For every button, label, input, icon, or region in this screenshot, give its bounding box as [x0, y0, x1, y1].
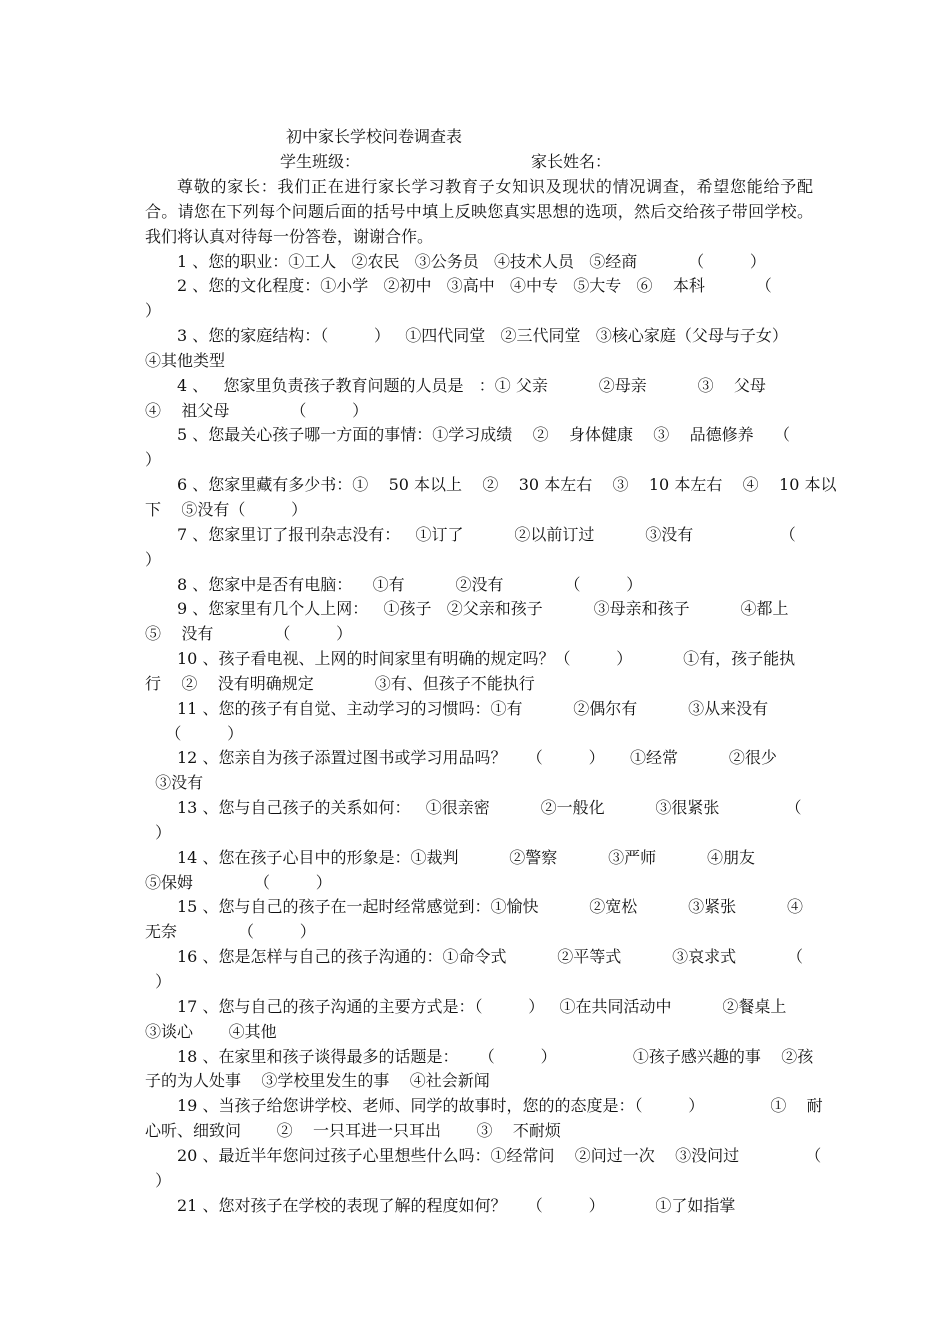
- question-4-line-1: 4 、 您家里负责孩子教育问题的人员是 ：① 父亲 ②母亲 ③ 父母: [177, 375, 766, 395]
- question-2-line-1: 2 、您的文化程度：①小学 ②初中 ③高中 ④中专 ⑤大专 ⑥ 本科 （: [177, 276, 772, 296]
- question-11-line-1: 11 、您的孩子有自觉、主动学习的习惯吗：①有 ②偶尔有 ③从来没有: [177, 698, 769, 718]
- question-8: [145, 573, 813, 598]
- question-15-line-2: 无奈 （ ）: [145, 922, 316, 942]
- question-4: [145, 374, 813, 424]
- question-3-line-1: 3 、您的家庭结构：（ ） ①四代同堂 ②三代同堂 ③核心家庭（父母与子女）: [177, 326, 788, 346]
- parent-name-label: 家长姓名：: [531, 152, 612, 171]
- question-1: [145, 250, 813, 275]
- intro-paragraph: 尊敬的家长：我们正在进行家长学习教育子女知识及现状的情况调查，希望您能给予配合。请您在下列每个问题后面的括号中填上反映您真实思想的选项，然后交给孩子带回学校。我们将认真对待每一份答卷，谢谢合作。: [145, 177, 813, 246]
- question-15: [145, 895, 813, 945]
- question-6-line-2: 下 ⑤没有（ ）: [145, 499, 308, 519]
- question-20-line-2: ）: [145, 1170, 172, 1190]
- student-class-label: 学生班级：: [280, 152, 361, 171]
- questionnaire-body: [145, 175, 837, 1218]
- question-3-line-2: ④其他类型: [145, 350, 226, 370]
- question-9: [145, 597, 813, 647]
- question-19: [145, 1094, 823, 1144]
- question-11: [145, 697, 813, 747]
- question-13-line-2: ）: [145, 822, 172, 842]
- question-19-line-2: 心听、细致问 ② 一只耳进一只耳出 ③ 不耐烦: [145, 1121, 561, 1141]
- question-16-line-2: ）: [145, 972, 172, 991]
- document-title: 初中家长学校问卷调查表: [286, 127, 463, 146]
- question-2: [145, 274, 813, 324]
- question-19-line-1: 19 、当孩子给您讲学校、老师、同学的故事时，您的的态度是：（ ） ① 耐: [177, 1096, 823, 1116]
- question-17: [145, 995, 813, 1045]
- question-13-line-1: 13 、您与自己孩子的关系如何： ①很亲密 ②一般化 ③很紧张 （: [177, 798, 802, 818]
- question-7-line-1: 7 、您家里订了报刊杂志没有： ①订了 ②以前订过 ③没有 （: [177, 524, 796, 544]
- question-4-line-2: ④ 祖父母 （ ）: [145, 400, 369, 420]
- question-9-line-2: ⑤ 没有 （ ）: [145, 624, 353, 644]
- question-16: [145, 945, 813, 995]
- question-11-line-2: （ ）: [145, 723, 244, 743]
- question-12-line-2: ③没有: [145, 773, 204, 793]
- question-14-line-1: 14 、您在孩子心目中的形象是：①裁判 ②警察 ③严师 ④朋友: [177, 847, 756, 867]
- question-21-line-1: 21 、您对孩子在学校的表现了解的程度如何？ （ ） ①了如指掌: [177, 1195, 736, 1215]
- question-1-line-1: 1 、您的职业：①工人 ②农民 ③公务员 ④技术人员 ⑤经商 （ ）: [177, 251, 766, 271]
- question-8-line-1: 8 、您家中是否有电脑： ①有 ②没有 （ ）: [177, 574, 643, 594]
- question-16-line-1: 16 、您是怎样与自己的孩子沟通的：①命令式 ②平等式 ③哀求式 （: [177, 947, 804, 967]
- question-20-line-1: 20 、最近半年您问过孩子心里想些什么吗：①经常问 ②问过一次 ③没问过 （: [177, 1145, 822, 1165]
- question-20: [145, 1144, 822, 1194]
- question-12: [145, 746, 813, 796]
- question-9-line-1: 9 、您家里有几个人上网： ①孩子 ②父亲和孩子 ③母亲和孩子 ④都上: [177, 599, 789, 619]
- question-14: [145, 846, 813, 896]
- question-2-line-2: ）: [145, 301, 162, 321]
- question-3: [145, 324, 813, 374]
- question-5-line-2: ）: [145, 450, 162, 470]
- question-18: [145, 1045, 813, 1095]
- question-18-line-1: 18 、在家里和孩子谈得最多的话题是： （ ） ①孩子感兴趣的事 ②孩: [177, 1046, 814, 1066]
- question-21: [145, 1194, 813, 1219]
- question-6: [145, 473, 837, 523]
- question-5-line-1: 5 、您最关心孩子哪一方面的事情：①学习成绩 ② 身体健康 ③ 品德修养 （: [177, 425, 790, 445]
- question-12-line-1: 12 、您亲自为孩子添置过图书或学习用品吗？ （ ） ①经常 ②很少: [177, 748, 777, 768]
- question-10: [145, 647, 813, 697]
- question-10-line-1: 10 、孩子看电视、上网的时间家里有明确的规定吗？（ ） ①有，孩子能执: [177, 649, 796, 669]
- question-5: [145, 423, 813, 473]
- question-7: [145, 523, 813, 573]
- question-10-line-2: 行 ② 没有明确规定 ③有、但孩子不能执行: [145, 673, 535, 693]
- question-18-line-2: 子的为人处事 ③学校里发生的事 ④社会新闻: [145, 1071, 490, 1091]
- question-15-line-1: 15 、您与自己的孩子在一起时经常感觉到：①愉快 ②宽松 ③紧张 ④: [177, 897, 804, 917]
- question-14-line-2: ⑤保姆 （ ）: [145, 872, 332, 892]
- question-17-line-2: ③谈心 ④其他: [145, 1021, 277, 1041]
- question-6-line-1: 6 、您家里藏有多少书：① 50 本以上 ② 30 本左右 ③ 10 本左右 ④ 10 本以: [177, 475, 837, 495]
- question-7-line-2: ）: [145, 549, 162, 569]
- question-17-line-1: 17 、您与自己的孩子沟通的主要方式是：（ ） ①在共同活动中 ②餐桌上: [177, 996, 787, 1016]
- question-13: [145, 796, 813, 846]
